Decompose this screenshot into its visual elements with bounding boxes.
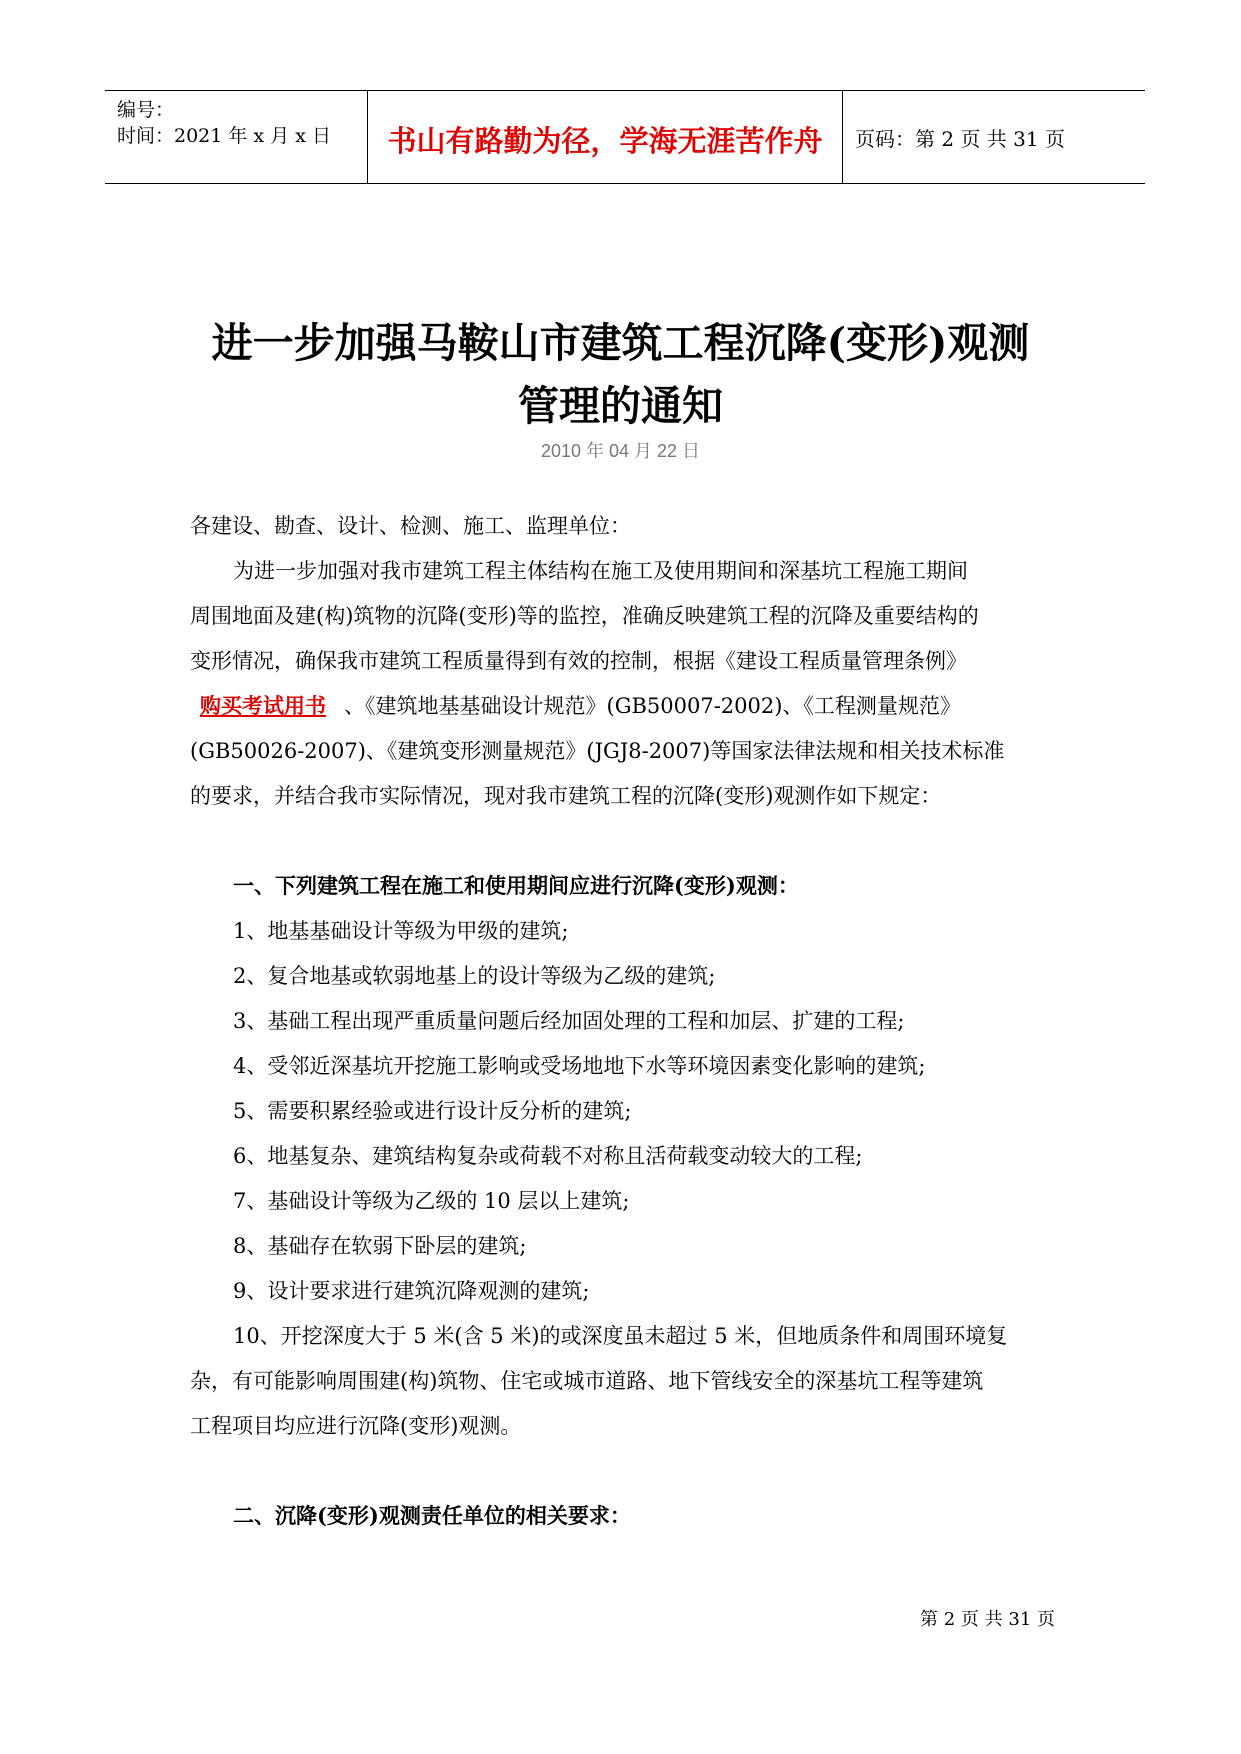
buy-exam-books-link[interactable]: 购买考试用书 (200, 693, 326, 718)
document-header (105, 90, 1145, 184)
list-item: 5、需要积累经验或进行设计反分析的建筑; (233, 1099, 632, 1123)
list-item: 9、设计要求进行建筑沉降观测的建筑; (233, 1279, 590, 1303)
paragraph-line: 的要求，并结合我市实际情况，现对我市建筑工程的沉降(变形)观测作如下规定： (190, 784, 942, 808)
header-motto: 书山有路勤为径，学海无涯苦作舟 (387, 124, 823, 158)
section-heading-2: 二、沉降(变形)观测责任单位的相关要求： (233, 1503, 631, 1528)
list-item: 1、地基基础设计等级为甲级的建筑; (233, 919, 569, 943)
list-item: 3、基础工程出现严重质量问题后经加固处理的工程和加层、扩建的工程; (233, 1009, 905, 1033)
list-item: 8、基础存在软弱下卧层的建筑; (233, 1234, 527, 1258)
document-date: 2010 年 04 月 22 日 (540, 441, 701, 461)
list-item: 6、地基复杂、建筑结构复杂或荷载不对称且活荷载变动较大的工程; (233, 1144, 863, 1168)
list-item: 7、基础设计等级为乙级的 10 层以上建筑; (233, 1189, 630, 1213)
paragraph-line: (GB50026-2007)、《建筑变形测量规范》(JGJ8-2007)等国家法律法规和相关技术标准 (190, 739, 1005, 763)
paragraph-line: 周围地面及建(构)筑物的沉降(变形)等的监控，准确反映建筑工程的沉降及重要结构的 (190, 604, 979, 628)
document-title-line1: 进一步加强马鞍山市建筑工程沉降(变形)观测 (211, 319, 1030, 367)
header-motto-cell (368, 91, 843, 183)
salutation: 各建设、勘查、设计、检测、施工、监理单位： (190, 514, 631, 538)
document-time-label: 时间：2021 年 x 月 x 日 (117, 125, 331, 147)
header-page-cell (843, 91, 1145, 183)
list-item: 2、复合地基或软弱地基上的设计等级为乙级的建筑; (233, 964, 716, 988)
paragraph-line: 为进一步加强对我市建筑工程主体结构在施工及使用期间和深基坑工程施工期间 (233, 559, 968, 583)
paragraph-line (190, 690, 1060, 720)
paragraph-line-rest: 、《建筑地基基础设计规范》(GB50007-2002)、《工程测量规范》 (344, 694, 961, 718)
document-title-line2: 管理的通知 (518, 382, 723, 430)
header-page-info: 页码：第 2 页 共 31 页 (855, 127, 1065, 151)
list-item-continuation: 工程项目均应进行沉降(变形)观测。 (190, 1414, 522, 1438)
list-item-continuation: 杂，有可能影响周围建(构)筑物、住宅或城市道路、地下管线安全的深基坑工程等建筑 (190, 1369, 984, 1393)
list-item: 10、开挖深度大于 5 米(含 5 米)的或深度虽未超过 5 米，但地质条件和周围环境复 (233, 1324, 1008, 1348)
section-heading-1: 一、下列建筑工程在施工和使用期间应进行沉降(变形)观测： (233, 873, 799, 898)
list-item: 4、受邻近深基坑开挖施工影响或受场地地下水等环境因素变化影响的建筑; (233, 1054, 926, 1078)
page-footer: 第 2 页 共 31 页 (920, 1609, 1055, 1630)
paragraph-line: 变形情况，确保我市建筑工程质量得到有效的控制，根据《建设工程质量管理条例》 (190, 649, 967, 673)
document-number-label: 编号： (117, 99, 175, 121)
header-meta-cell (105, 91, 368, 183)
